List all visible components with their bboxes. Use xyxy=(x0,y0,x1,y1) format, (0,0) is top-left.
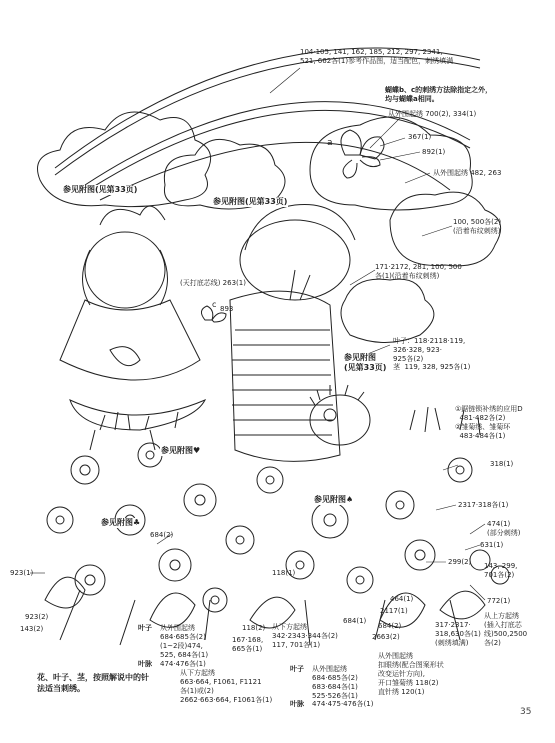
vein-mid-code: 474·475·476各(1) xyxy=(312,700,374,708)
code-684-left: 684(2) xyxy=(150,531,174,539)
footnote: 花、叶子、茎，按照解说中的针 法适当刺绣。 xyxy=(37,673,149,693)
vein-mid-label: 叶脉 xyxy=(290,700,304,708)
hedgehog-code: ①鋸链锁补绣的应用D 481·482各(2) ②雏菊绣、雏菊环 483·484各(1) xyxy=(455,405,523,440)
code-143-right: 143, 299, 701各(2) xyxy=(484,562,518,579)
leaf-mid-code: 从外围起绣 684·685各(2) 683·684各(1) 525·526各(1) xyxy=(312,665,358,700)
code-892: 892(1) xyxy=(422,148,446,156)
grass xyxy=(100,407,480,435)
hedgehog xyxy=(310,385,370,445)
reference-club: 参见附图♣ xyxy=(101,518,141,527)
code-684-mid: 684(1) xyxy=(343,617,367,625)
reference-spade: 参见附图♠ xyxy=(314,495,354,504)
code-2117: 2117(1) xyxy=(380,607,408,615)
code-318: 318(1) xyxy=(490,460,514,468)
code-299: 299(2) xyxy=(448,558,472,566)
girl-figure xyxy=(60,206,205,450)
butterfly-letter-c: c xyxy=(212,300,217,309)
butterfly-letter-a: a xyxy=(327,138,333,148)
code-167: 167·168, 665各(1) xyxy=(232,636,264,653)
reference-page-33-b: 参见附图(见第33页) xyxy=(213,197,288,206)
code-474: 474(1) (部分刺绣) xyxy=(487,520,521,537)
code-118-mid: 118(2) xyxy=(242,624,266,632)
code-772: 772(1) xyxy=(487,597,511,605)
code-893: 893 xyxy=(220,305,234,313)
from-below-a: 从下方起绣 663·664, F1061, F1121 各(1)或(2) 2662·663·664, F1061各(1) xyxy=(180,669,273,704)
code-317-group: 317·2317· 318,630各(1) (刺绣填满) xyxy=(435,621,481,647)
outer-stitch-right: 从外围起绣 扣眼绣(配合图案形状 改变运针方向), 开口雏菊绣 118(2) 直针绣 120(1) xyxy=(378,652,444,696)
reference-page-33-c: 参见附图 (见第33页) xyxy=(344,353,387,372)
vein-left-code: 474·476各(1) xyxy=(160,660,206,668)
leaf-mid-label: 叶子 xyxy=(290,665,304,673)
page-number: 35 xyxy=(520,707,532,717)
rainbow-stitch-note: 104·105, 141, 162, 185, 212, 297, 2341, 521, 662各(1)参考作品图，适当配色，刺绣填满 xyxy=(300,48,454,65)
code-923-a: 923(1) xyxy=(10,569,34,577)
flower-field xyxy=(45,443,509,645)
vein-left-label: 叶脉 xyxy=(138,660,152,668)
reference-heart: 参见附图♥ xyxy=(161,446,201,455)
code-2663: 2663(2) xyxy=(372,633,400,641)
reference-page-33-a: 参见附图(见第33页) xyxy=(63,185,138,194)
butterfly-note: 蝴蝶b、c的刺绣方法除指定之外， 均与蝴蝶a相同。 xyxy=(385,86,493,103)
butterfly-a xyxy=(341,130,384,178)
boy-figure xyxy=(230,204,355,461)
butterfly-outline-code: 从外围起绣 700(2), 334(1) xyxy=(388,110,477,118)
code-2317: 2317·318各(1) xyxy=(458,501,509,509)
butterfly-outer-code: 从外围起绣 482, 263 xyxy=(433,169,502,177)
cloud-right-code: 100, 500各(2) (沿着布纹刺绣) xyxy=(453,218,502,235)
cloud-mid-code: 171·2172, 281, 100, 500 各(1)(沿着布纹刺绣) xyxy=(375,263,462,280)
code-118-top: 118(1) xyxy=(272,569,296,577)
leaf-left-label: 叶子 xyxy=(138,624,152,632)
code-684-right: 684(2) xyxy=(378,622,402,630)
code-up-right: 从上方起绣 (插入打底芯 线)500,2500 各(2) xyxy=(484,612,528,647)
stitch-263: (天打底芯线) 263(1) xyxy=(180,279,246,287)
leader-lines xyxy=(30,68,485,600)
from-below-b: 从下方起绣 342·2343·344各(2) 117, 701各(1) xyxy=(272,623,338,649)
code-464: 464(1) xyxy=(390,595,414,603)
code-923-b: 923(2) xyxy=(25,613,49,621)
leaf-left-code: 从外围起绣 684·685各(2) (1~2段)474, 525, 684各(1) xyxy=(160,624,209,659)
code-631: 631(1) xyxy=(480,541,504,549)
code-143-left: 143(2) xyxy=(20,625,44,633)
code-367: 367(1) xyxy=(408,133,432,141)
leaf-code-right: 叶子：118·2118·119, 326·328, 923· 925各(2) xyxy=(393,337,466,363)
stem-code-right: 茎 119, 328, 925各(1) xyxy=(393,363,471,371)
